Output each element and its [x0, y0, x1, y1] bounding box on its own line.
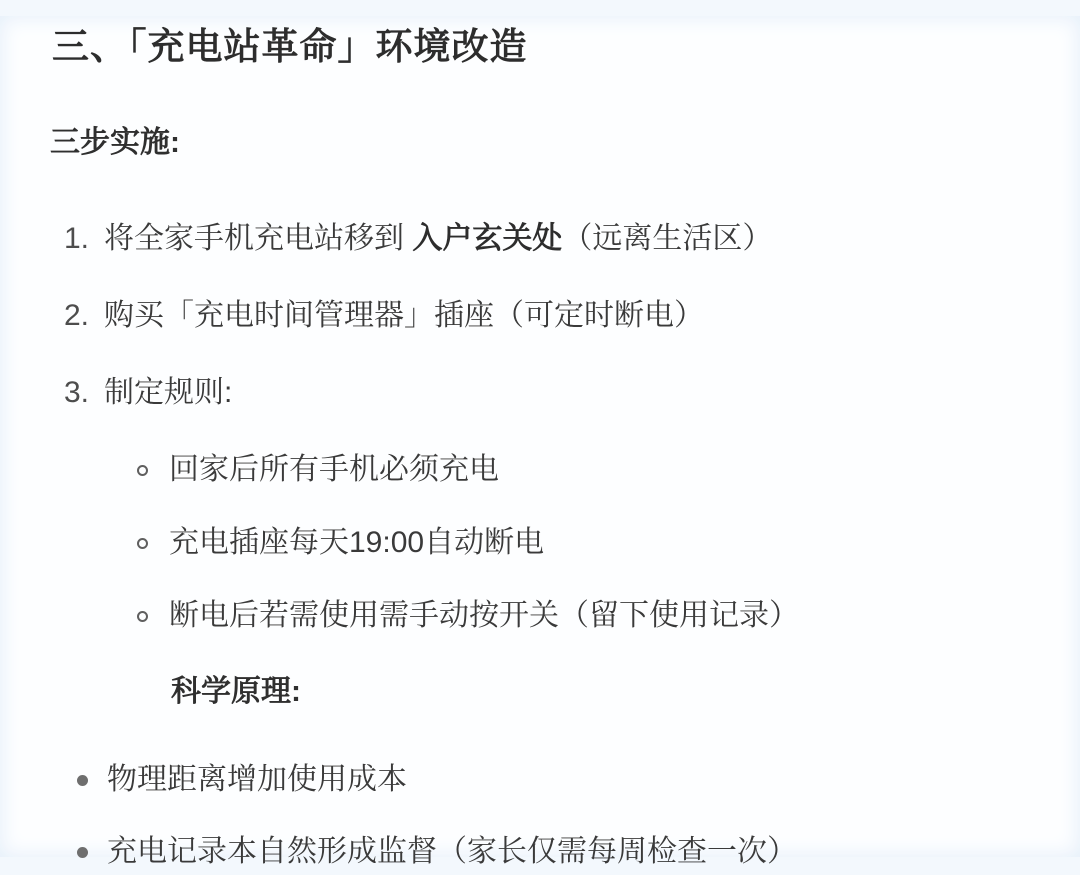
list-item-step-1	[0, 216, 1080, 262]
step-number: 1.	[64, 222, 90, 255]
steps-list	[0, 216, 1080, 416]
step-text: 制定规则:	[104, 376, 233, 409]
list-item-science-1	[0, 757, 1080, 803]
list-item-step-2	[0, 293, 1080, 339]
list-item-step-3	[0, 370, 1080, 416]
list-item-rule-1	[0, 447, 1080, 493]
list-item-science-2	[0, 829, 1080, 875]
rules-sublist	[0, 447, 1080, 639]
science-section-label: 科学原理:	[171, 675, 301, 708]
document-page	[0, 16, 1080, 868]
list-item-rule-2	[0, 520, 1080, 566]
step-text	[104, 216, 772, 262]
circle-bullet-icon	[137, 465, 148, 476]
science-bullet-list	[0, 757, 1080, 875]
step-text-bold: 入户玄关处	[412, 222, 563, 255]
circle-bullet-icon	[137, 611, 148, 622]
step-number: 3.	[64, 376, 90, 409]
steps-section-label: 三步实施:	[50, 126, 180, 159]
science-text: 充电记录本自然形成监督（家长仅需每周检查一次）	[107, 835, 797, 868]
dot-bullet-icon	[77, 775, 88, 786]
rule-text: 断电后若需使用需手动按开关（留下使用记录）	[169, 599, 799, 632]
step-text-post: （远离生活区）	[562, 222, 773, 255]
science-text: 物理距离增加使用成本	[107, 763, 407, 796]
step-text-pre: 将全家手机充电站移到	[104, 222, 413, 255]
list-item-rule-3	[0, 593, 1080, 639]
circle-bullet-icon	[137, 538, 148, 549]
dot-bullet-icon	[77, 847, 88, 858]
step-text: 购买「充电时间管理器」插座（可定时断电）	[104, 299, 704, 332]
rule-text: 回家后所有手机必须充电	[169, 453, 499, 486]
step-number: 2.	[64, 299, 90, 332]
page-title: 三、「充电站革命」环境改造	[52, 26, 528, 67]
rule-text: 充电插座每天19:00自动断电	[169, 526, 545, 559]
